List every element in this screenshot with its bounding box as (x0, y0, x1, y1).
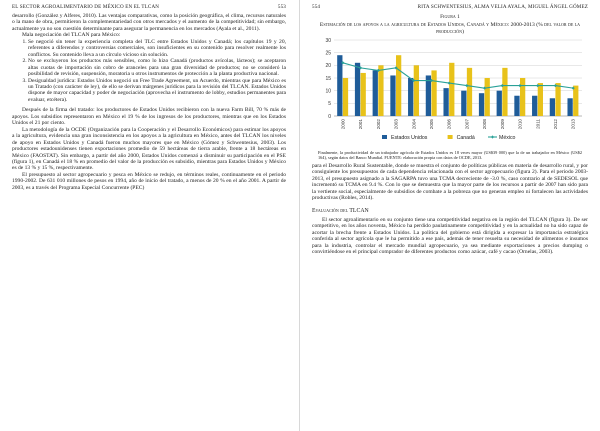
y-tick-label: 10 (325, 88, 331, 95)
legend-label: Estados Unidos (391, 134, 428, 141)
x-tick-label: 2012 (553, 118, 559, 129)
bar-estados-unidos (373, 70, 378, 116)
right-page (300, 0, 600, 431)
bar-canadá (502, 67, 507, 115)
bar-estados-unidos (479, 93, 484, 116)
left-paragraph-3: Después de la firma del tratado: los productores de Estados Unidos recibieron con la nueva Farm Bill, 70 % más de apoyos. Los subsidios representaron en México el 19 % de los ingresos de los productores, mientras que en los Estados Unidos el 21 por ciento. (12, 107, 286, 127)
left-paragraph-1: desarrollo (González y Alferes, 2010). Las ventajas comparativas, como la posición geográfica, el clima, recursos naturales o la mano de obra, permitieron la complementariedad con otros mercados y el aumento de la competitividad; sin embargo, actualmente ya no son cuestión determinante para asegurar la permanencia en los mercados (Ayala et al., 2011). (12, 13, 286, 32)
bar-estados-unidos (567, 98, 572, 116)
y-tick-label: 25 (325, 50, 331, 57)
bar-canadá (538, 83, 543, 116)
bar-estados-unidos (390, 75, 395, 116)
right-page-number: 554 (312, 4, 321, 10)
bar-estados-unidos (426, 75, 431, 116)
y-tick-label: 30 (325, 37, 331, 44)
bar-canadá (520, 78, 525, 116)
right-paragraph-2: El sector agroalimentario en su conjunto tiene una competitividad negativa en la región del TLCAN (figura 3). De ser competitivo, en los años noventa, México ha perdido paulatinamente competitividad y en la actualidad no ha sido capaz de acortar la brecha frente a Estados Unidos. La política del gobierno está dirigida a expresar la importancia estratégica conferida al sector agrícola que le ha permitido a ese país, además de tener resuelta su necesidad de alimentos e insumos para la industria, controlar el mercado mundial agropecuario, ya sea mediante exportaciones a precios dumping o convirtiéndose en el principal comprador de diferentes productos como azúcar, café y cacao (Ornelas, 2003). (312, 216, 588, 255)
x-tick-label: 2000 (340, 118, 346, 129)
legend-label: México (499, 134, 516, 141)
negotiation-list (12, 39, 286, 104)
bar-estados-unidos (497, 90, 502, 115)
x-tick-label: 2013 (570, 118, 576, 129)
y-tick-label: 0 (328, 113, 331, 120)
left-page-number: 553 (277, 4, 286, 10)
section-title: Evaluación del TLCAN (312, 207, 369, 214)
legend-marker (491, 135, 494, 138)
x-tick-label: 2006 (446, 118, 452, 129)
x-tick-label: 2001 (358, 118, 364, 129)
x-tick-label: 2004 (411, 118, 417, 129)
bar-estados-unidos (514, 95, 519, 115)
right-running-title: RITA SCHWENTESIUS, ALMA VELIA AYALA, MIGUEL ÁNGEL GÓMEZ (417, 4, 588, 10)
bar-canadá (485, 78, 490, 116)
right-running-head (312, 4, 588, 10)
bar-estados-unidos (337, 55, 342, 116)
figure-notes: Finalmente, la productividad de un trabajador agrícola de Estados Unidos es 18 veces mayor (US$39 000) que la de un trabajador en México (US$2 164), según datos del Banco Mundial. FUENTE: elaboración propia con datos de OCDE, 2013. (318, 149, 582, 160)
y-tick-label: 5 (328, 100, 331, 107)
x-tick-label: 2009 (499, 118, 505, 129)
bar-estados-unidos (550, 98, 555, 116)
bar-estados-unidos (408, 78, 413, 116)
list-item: 2. No se excluyeron los productos más sensibles, como lo hizo Canadá (productos avícolas, lácteos); se aceptaron altas cuotas de importación sin cobro de aranceles para una gran diversidad de productos; no se consideró la posibilidad de revisión, suspensión, moratoria u otros instrumentos de protección a la planta productiva nacional. (28, 58, 286, 77)
bar-canadá (361, 73, 366, 116)
bar-estados-unidos (532, 95, 537, 115)
bar-canadá (378, 65, 383, 116)
bar-canadá (396, 55, 401, 116)
left-paragraph-5: El presupuesto al sector agropecuario y pesca en México se redujo, en términos reales, continuamente en el periodo 1990-2002. De 631 010 millones de pesos en 1994, año de inicio del tratado, a menos de 20 % en el año 2001. A partir de 2003, es a través del Programa Especial Concurrente (PEC) (12, 171, 286, 191)
bar-canadá (573, 85, 578, 115)
bar-estados-unidos (443, 88, 448, 116)
bar-canadá (467, 67, 472, 115)
x-tick-label: 2002 (375, 118, 381, 129)
bar-estados-unidos (461, 90, 466, 115)
x-tick-label: 2007 (464, 118, 470, 129)
y-tick-label: 20 (325, 62, 331, 69)
list-item: 1. Se negoció sin tener la experiencia completa del TLC entre Estados Unidos y Canadá; los capítulos 19 y 20, referentes a diferendos y controversias comerciales, son insuficientes en su contenido para resolver realmente los conflictos. Su contenido lleva a un círculo vicioso sin solución. (28, 39, 286, 58)
bar-canadá (449, 62, 454, 115)
figure-caption: Estimación de los apoyos a la agricultura de Estados Unidos, Canadá y México: 2000-2013 (% del valor de la producción) (319, 22, 581, 35)
x-tick-label: 2008 (482, 118, 488, 129)
x-tick-label: 2005 (429, 118, 435, 129)
figure-label: Figura 1 (440, 14, 460, 20)
x-tick-label: 2011 (535, 118, 541, 129)
x-tick-label: 2003 (393, 118, 399, 129)
bar-canadá (343, 78, 348, 116)
right-paragraph-1: para el Desarrollo Rural Sustentable, donde se muestra el conjunto de políticas públicas en materia de desarrollo rural, y por consiguiente los presupuestos de cada dependencia relacionada con el sector agropecuario (figura 2). Para el periodo 2003-2013, el presupuesto asignado a la SAGARPA tuvo una TCMA decreciente de -3.0 %, caso contrario al de SEDESOL que incrementó su TCMA en 9.4 %. Con lo que se demuestra que la mayor parte de los recursos a partir de 2007 han sido para la vertiente social, especialmente de subsidios de combate a la pobreza que no generan empleo ni fortalecen las actividades productivas (Robles, 2014). (312, 163, 588, 202)
bar-estados-unidos (355, 62, 360, 115)
legend-label: Canadá (456, 134, 475, 141)
left-running-head (12, 4, 286, 10)
list-item: 3. Desigualdad jurídica: Estados Unidos negoció un Free Trade Agreement, un Acuerdo, mientras que para México es un Tratado (con carácter de ley), de ello se derivan márgenes jurídicos para la revisión del TLCAN. Estados Unidos dispone de mayor capacidad y poder de negociación (aprovecha el instrumento de lobby, estudios permanentes para evaluar, etcétera). (28, 78, 286, 104)
left-running-title: EL SECTOR AGROALIMENTARIO DE MÉXICO EN EL TLCAN (12, 4, 160, 10)
legend-swatch (448, 135, 453, 139)
bar-canadá (431, 70, 436, 116)
bar-canadá (555, 83, 560, 116)
bar-canadá (414, 65, 419, 116)
left-paragraph-2: Mala negociación del TLCAN para México: (22, 32, 121, 39)
x-tick-label: 2010 (517, 118, 523, 129)
legend-swatch (382, 135, 387, 139)
y-tick-label: 15 (325, 75, 331, 82)
support-chart (312, 36, 588, 144)
left-paragraph-4: La metodología de la OCDE (Organización para la Cooperación y el Desarrollo Económicos) para estimar los apoyos a la agricultura, evidencia una gran inconsistencia en los apoyos a la agricultura en México, antes del TLCAN los niveles de apoyo en Estados Unidos y Canadá fueron muchos mayores que en México (Gómez y Schwentesius, 2003). Los productores estadounidenses tienen exportaciones promedio de 59 hectáreas de tierra arable, frente a 18 hectáreas en México (FAOSTAT). Sin embargo, a partir del año 2000, Estados Unidos comenzó a disminuir su participación en el PSE (figura 1), en Canadá el 18 % en promedio del valor de la producción es subsidio, mientras para Estados Unidos y México es de 13 % y 15 %, respectivamente. (12, 126, 286, 172)
